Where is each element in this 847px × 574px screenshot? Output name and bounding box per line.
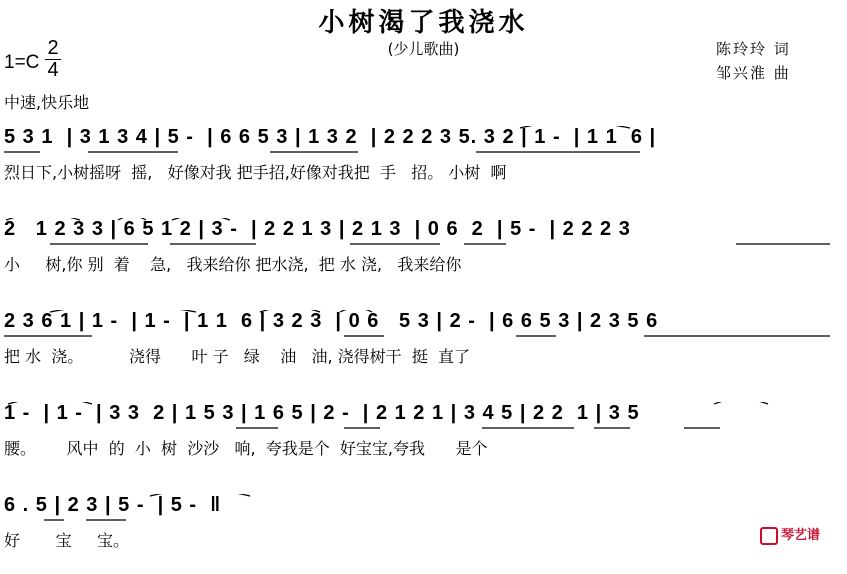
lyricist-credit: 陈玲玲 词 — [716, 40, 791, 58]
slurs-line-3 — [0, 310, 847, 350]
key-signature: 1=C — [4, 52, 40, 73]
notes-line-4: 1 - | 1 - | 3 3 2 | 1 5 3 | 1 6 5 | 2 - | 2 1 2 1 | 3 4 5 | 2 2 1 | 3 5 — [4, 402, 640, 424]
lyrics-line-5: 好 宝 宝。 — [4, 531, 130, 550]
composer-credit: 邹兴淮 曲 — [716, 64, 791, 82]
slurs-line-1 — [0, 126, 847, 166]
lyrics-line-3: 把 水 浇。 浇得 叶 子 绿 油 油, 浇得树干 挺 直了 — [4, 347, 471, 366]
score-line-1 — [0, 126, 847, 206]
slurs-line-2 — [0, 218, 847, 258]
watermark-logo — [760, 524, 820, 545]
notes-line-1: 5 3 1 | 3 1 3 4 | 5 - | 6 6 5 3 | 1 3 2 | 2 2 2 3 5. 3 2 | 1 - | 1 1 6 | — [4, 126, 657, 148]
score-line-4 — [0, 402, 847, 482]
slurs-line-4 — [0, 402, 847, 442]
tempo-marking: 中速,快乐地 — [4, 93, 90, 112]
lyrics-line-2: 小 树,你 别 着 急, 我来给你 把水浇, 把 水 浇, 我来给你 — [4, 255, 462, 274]
lyrics-line-1: 烈日下,小树摇呀 摇, 好像对我 把手招,好像对我把 手 招。 小树 啊 — [4, 163, 507, 182]
lyrics-line-4: 腰。 风中 的 小 树 沙沙 响, 夸我是个 好宝宝,夸我 是个 — [4, 439, 488, 458]
watermark-text: 琴艺谱 — [781, 528, 821, 543]
notes-line-2: 2 1 2 3 3 | 6 5 1 2 | 3 - | 2 2 1 3 | 2 1 3 | 0 6 2 | 5 - | 2 2 2 3 — [4, 218, 631, 240]
notes-line-3: 2 3 6 1 | 1 - | 1 - | 1 1 6 | 3 2 3 | 0 6 5 3 | 2 - | 6 6 5 3 | 2 3 5 6 — [4, 310, 659, 332]
subtitle: (少儿歌曲) — [387, 40, 460, 58]
score-line-3 — [0, 310, 847, 390]
slurs-line-5 — [0, 494, 847, 534]
page-title: 小树渴了我浇水 — [318, 8, 529, 38]
score-line-2 — [0, 218, 847, 298]
meter-top: 2 — [47, 37, 59, 59]
time-signature — [44, 38, 62, 81]
logo-icon — [760, 527, 778, 545]
score-line-5 — [0, 494, 847, 574]
notes-line-5: 6 . 5 | 2 3 | 5 - | 5 - ‖ — [4, 494, 222, 516]
meter-bottom: 4 — [47, 59, 59, 81]
